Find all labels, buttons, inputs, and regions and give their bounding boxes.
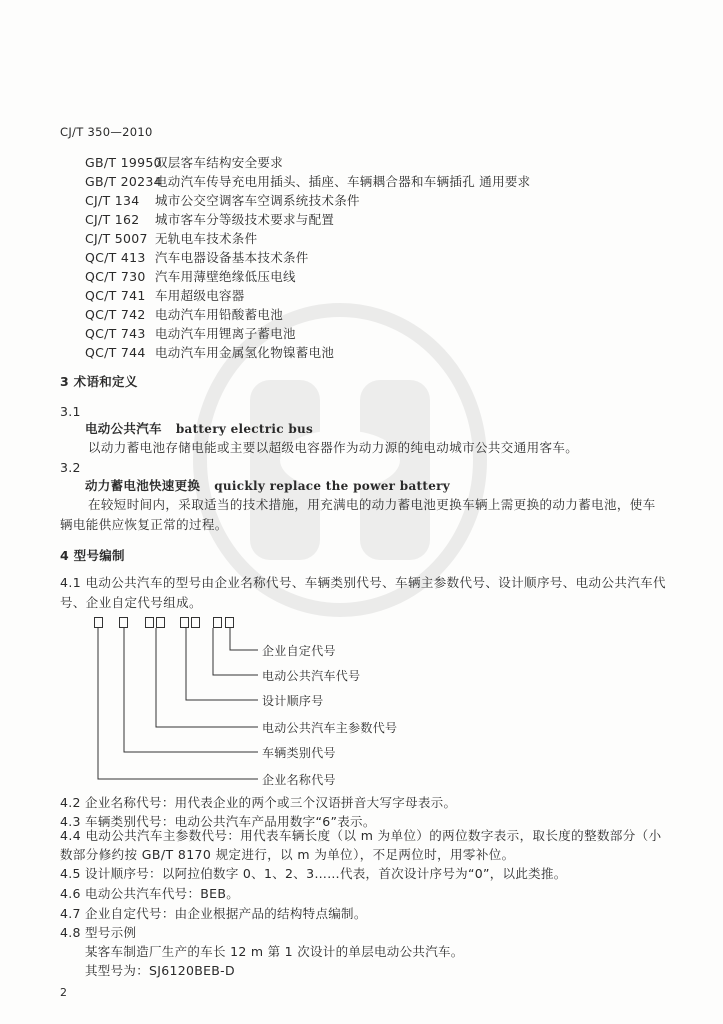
example-model-number: 其型号为：SJ6120BEB-D [85,963,235,978]
reference-item: CJ/T 162 城市客车分等级技术要求与配置 [85,212,335,227]
reference-item: QC/T 741 车用超级电容器 [85,288,245,303]
reference-item: QC/T 413 汽车电器设备基本技术条件 [85,250,309,265]
reference-item: GB/T 20234电动汽车传导充电用插头、插座、车辆耦合器和车辆插孔 通用要求 [85,174,531,189]
diagram-label: 电动公共汽车代号 [262,669,361,683]
clause-4-4: 4.4 电动公共汽车主参数代号：用代表车辆长度（以 m 为单位）的两位数字表示，取长度的整数部分（小数部分修约按 GB/T 8170 规定进行，以 m 为单位），不足两位时，用零补位。 [60,828,662,862]
term-entry: 电动公共汽车 battery electric bus [85,421,314,436]
clause-4-2: 4.2 企业名称代号：用代表企业的两个或三个汉语拼音大写字母表示。 [60,795,457,810]
diagram-label: 企业名称代号 [262,773,336,787]
diagram-label: 电动公共汽车主参数代号 [262,721,398,735]
example-text: 某客车制造厂生产的车长 12 m 第 1 次设计的单层电动公共汽车。 [85,944,464,959]
clause-4-5: 4.5 设计顺序号：以阿拉伯数字 0、1、2、3……代表，首次设计序号为“0”，以此类推。 [60,866,567,881]
clause-4-1: 4.1 电动公共汽车的型号由企业名称代号、车辆类别代号、车辆主参数代号、设计顺序号、电动公共汽车代号、企业自定代号组成。 [60,575,666,610]
term-number: 3.1 [60,404,81,419]
diagram-label: 设计顺序号 [262,694,324,708]
section-heading: 4 型号编制 [60,548,125,563]
diagram-label: 企业自定代号 [262,644,336,658]
term-definition: 以动力蓄电池存储电能或主要以超级电容器作为动力源的纯电动城市公共交通用客车。 [88,440,579,455]
reference-item: QC/T 743 电动汽车用锂离子蓄电池 [85,326,296,341]
reference-item: QC/T 742 电动汽车用铅酸蓄电池 [85,307,284,322]
reference-item: CJ/T 134 城市公交空调客车空调系统技术条件 [85,193,360,208]
clause-4-7: 4.7 企业自定代号：由企业根据产品的结构特点编制。 [60,906,367,921]
term-definition: 在较短时间内，采取适当的技术措施，用充满电的动力蓄电池更换车辆上需更换的动力蓄电池，使车辆电能供应恢复正常的过程。 [60,497,656,532]
clause-4-8-heading: 4.8 型号示例 [60,925,137,940]
reference-item: QC/T 730 汽车用薄壁绝缘低压电线 [85,269,296,284]
page-number: 2 [60,986,68,999]
clause-4-6: 4.6 电动公共汽车代号：BEB。 [60,886,240,901]
reference-item: QC/T 744 电动汽车用金属氢化物镍蓄电池 [85,345,335,360]
section-heading: 3 术语和定义 [60,374,138,389]
term-number: 3.2 [60,460,81,475]
reference-item: GB/T 19950双层客车结构安全要求 [85,155,284,170]
term-entry: 动力蓄电池快速更换 quickly replace the power battery [85,478,451,493]
standard-code-header: CJ/T 350—2010 [60,125,153,139]
clause-4-3: 4.3 车辆类别代号：电动公共汽车产品用数字“6”表示。 [60,814,376,829]
diagram-label: 车辆类别代号 [262,746,336,760]
reference-item: CJ/T 5007 无轨电车技术条件 [85,231,258,246]
